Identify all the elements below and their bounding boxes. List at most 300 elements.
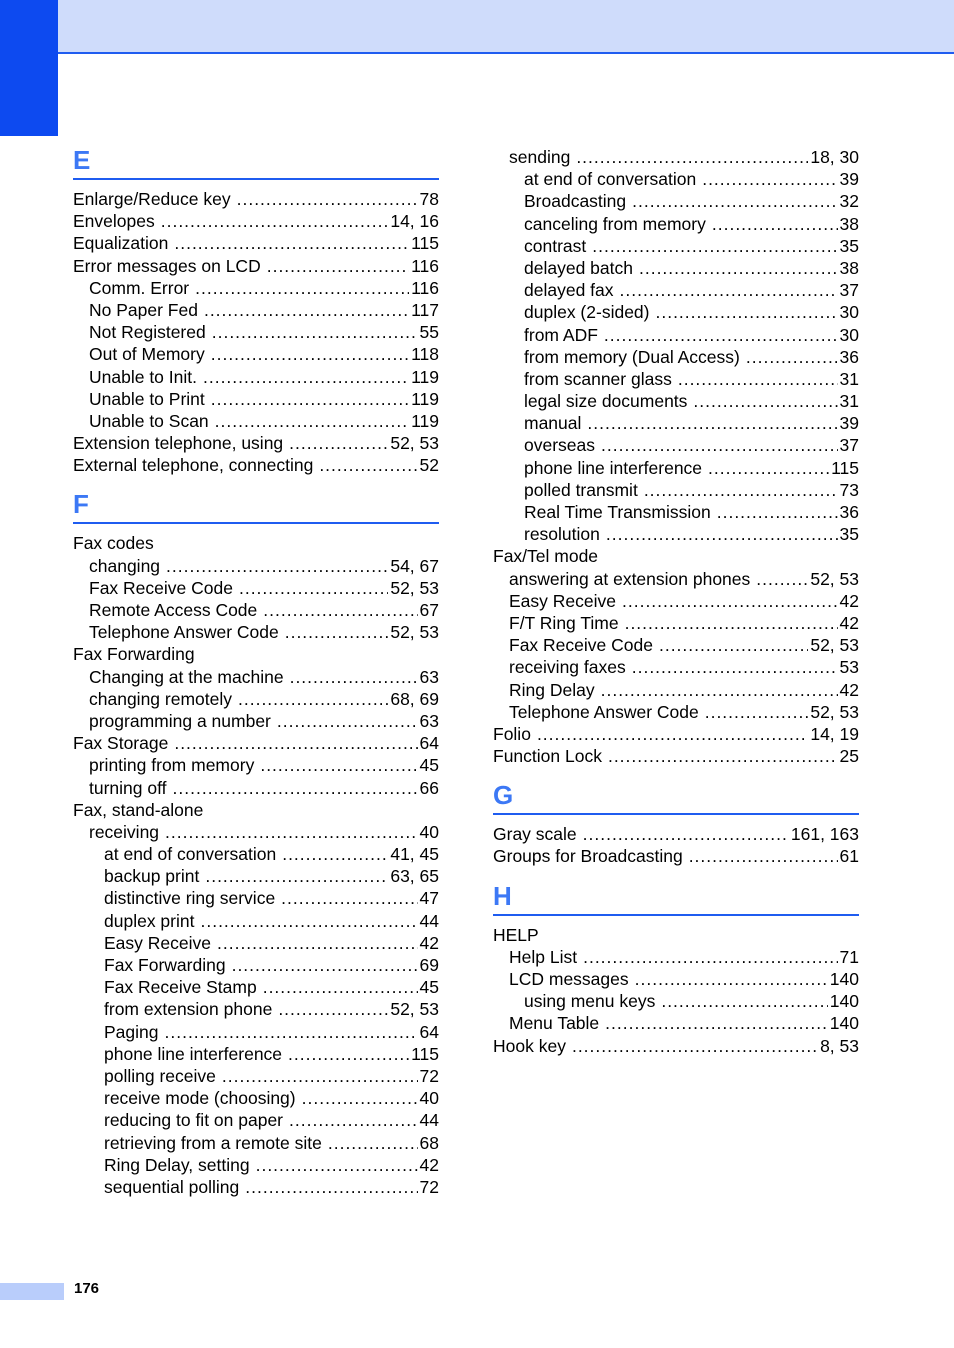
page-reference: 63 — [419, 666, 439, 687]
page-reference: 64 — [419, 1021, 439, 1042]
dot-leader — [639, 257, 838, 279]
index-entry — [493, 1035, 859, 1057]
page-reference: 42 — [839, 590, 859, 611]
index-entry — [493, 457, 859, 479]
index-entry — [73, 1065, 439, 1087]
index-term: Fax, stand-alone — [73, 799, 204, 820]
index-entry — [73, 1154, 439, 1176]
page-reference: 52, 53 — [390, 622, 439, 643]
dot-leader — [288, 1043, 409, 1065]
index-term: Unable to Print — [89, 388, 205, 409]
index-entry — [493, 701, 859, 723]
dot-leader — [625, 612, 838, 634]
index-term: from extension phone — [104, 999, 273, 1020]
index-term: using menu keys — [524, 991, 656, 1012]
index-term: contrast — [524, 235, 587, 256]
index-entry — [493, 168, 859, 190]
index-term: Hook key — [493, 1035, 566, 1056]
index-term: Unable to Scan — [89, 410, 209, 431]
page-reference: 55 — [419, 322, 439, 343]
chapter-tab — [0, 0, 58, 136]
index-term: Fax Forwarding — [104, 955, 226, 975]
index-term: Easy Receive — [104, 932, 211, 953]
index-term: Unable to Init. — [89, 366, 197, 387]
page-reference: 68 — [419, 1132, 439, 1153]
page-reference: 32 — [839, 191, 859, 212]
page-reference: 36 — [839, 346, 859, 367]
dot-leader — [173, 777, 418, 799]
index-term: Real Time Transmission — [524, 502, 711, 522]
index-entry — [493, 612, 859, 634]
index-entry — [73, 821, 439, 843]
page-reference: 41, 45 — [390, 844, 439, 865]
page-reference: 8, 53 — [820, 1035, 859, 1056]
index-term: Enlarge/Reduce key — [73, 189, 231, 209]
dot-leader — [678, 368, 838, 390]
page-reference: 38 — [839, 213, 859, 234]
index-entry — [73, 232, 439, 254]
index-entry — [493, 568, 859, 590]
index-entry — [73, 1176, 439, 1198]
index-term: Gray scale — [493, 824, 577, 845]
index-term: changing remotely — [89, 688, 232, 709]
dot-leader — [659, 634, 808, 656]
index-entry — [493, 545, 859, 567]
dot-leader — [702, 168, 837, 190]
dot-leader — [174, 732, 417, 754]
page-reference: 116 — [411, 255, 439, 276]
dot-leader — [289, 1109, 418, 1131]
index-term: Ring Delay, setting — [104, 1154, 250, 1175]
index-term: manual — [524, 413, 582, 434]
page-reference: 42 — [839, 679, 859, 700]
index-term: receiving — [89, 821, 160, 842]
dot-leader — [572, 1035, 818, 1057]
dot-leader — [166, 555, 388, 577]
page-reference: 40 — [419, 1088, 439, 1109]
index-entry — [493, 368, 859, 390]
index-entry — [73, 454, 439, 476]
dot-leader — [263, 599, 417, 621]
dot-leader — [285, 621, 389, 643]
index-entry — [493, 845, 859, 867]
index-term: HELP — [493, 924, 539, 945]
index-term: polled transmit — [524, 479, 638, 500]
index-entry — [73, 799, 439, 821]
index-entry — [493, 390, 859, 412]
dot-leader — [211, 343, 409, 365]
index-entry — [73, 321, 439, 343]
dot-leader — [632, 656, 838, 678]
index-entry — [493, 924, 859, 946]
page-reference: 61 — [839, 846, 859, 867]
section-letter: F — [73, 486, 439, 524]
index-entry — [493, 968, 859, 990]
index-entry — [493, 634, 859, 656]
dot-leader — [165, 1021, 418, 1043]
index-entry — [493, 723, 859, 745]
page-reference: 118 — [411, 344, 439, 365]
index-entry — [73, 299, 439, 321]
index-entry — [73, 954, 439, 976]
dot-leader — [212, 321, 418, 343]
dot-leader — [644, 479, 838, 501]
index-entry — [493, 656, 859, 678]
page-reference: 78 — [419, 189, 439, 209]
dot-leader — [215, 410, 409, 432]
page-reference: 73 — [839, 479, 859, 500]
index-term: Help List — [509, 946, 578, 967]
page-reference: 63, 65 — [390, 866, 439, 887]
index-entry — [493, 501, 859, 523]
index-term: backup print — [104, 866, 200, 887]
index-entry — [73, 1087, 439, 1109]
index-term: Groups for Broadcasting — [493, 846, 683, 867]
index-term: from scanner glass — [524, 368, 672, 389]
index-term: from ADF — [524, 324, 598, 345]
dot-leader — [605, 1012, 828, 1034]
dot-leader — [165, 821, 417, 843]
index-term: Fax/Tel mode — [493, 546, 599, 567]
index-term: Envelopes — [73, 211, 155, 232]
index-term: Error messages on LCD — [73, 255, 261, 276]
dot-leader — [746, 346, 838, 368]
page-reference: 68, 69 — [390, 688, 439, 709]
dot-leader — [222, 1065, 418, 1087]
index-entry — [73, 255, 439, 277]
index-term: overseas — [524, 435, 596, 456]
page-reference: 39 — [839, 413, 859, 434]
page-reference: 72 — [419, 1176, 439, 1197]
index-term: turning off — [89, 777, 167, 798]
dot-leader — [232, 954, 418, 976]
dot-leader — [635, 968, 828, 990]
dot-leader — [583, 823, 789, 845]
index-term: Extension telephone, using — [73, 433, 284, 454]
index-term: receive mode (choosing) — [104, 1088, 296, 1109]
index-term: polling receive — [104, 1065, 216, 1086]
dot-leader — [237, 188, 418, 210]
page-reference: 35 — [839, 235, 859, 256]
index-entry — [493, 990, 859, 1012]
index-term: Changing at the machine — [89, 666, 284, 687]
page-reference: 66 — [419, 777, 439, 798]
index-section — [73, 476, 439, 1198]
page-reference: 45 — [419, 755, 439, 776]
dot-leader — [537, 723, 808, 745]
index-term: LCD messages — [509, 969, 629, 989]
index-section — [73, 142, 439, 476]
dot-leader — [277, 710, 418, 732]
dot-leader — [620, 279, 838, 301]
index-term: Folio — [493, 723, 531, 744]
index-term: Easy Receive — [509, 590, 616, 611]
dot-leader — [705, 701, 809, 723]
dot-leader — [174, 232, 409, 254]
index-entry — [73, 1043, 439, 1065]
page-reference: 38 — [839, 257, 859, 278]
page-reference: 14, 16 — [390, 211, 439, 232]
dot-leader — [239, 577, 388, 599]
index-entry — [73, 432, 439, 454]
dot-leader — [263, 976, 418, 998]
page-reference: 64 — [419, 733, 439, 754]
page-reference: 25 — [839, 746, 859, 767]
page-reference: 18, 30 — [810, 147, 859, 167]
index-term: Fax Receive Code — [509, 635, 653, 656]
page-reference: 72 — [419, 1065, 439, 1086]
index-term: F/T Ring Time — [509, 612, 619, 633]
dot-leader — [289, 432, 388, 454]
page-reference: 37 — [839, 280, 859, 301]
index-term: programming a number — [89, 710, 271, 731]
index-entry — [493, 412, 859, 434]
index-entry — [73, 865, 439, 887]
dot-leader — [281, 887, 417, 909]
index-term: Remote Access Code — [89, 600, 258, 620]
page-reference: 52, 53 — [390, 999, 439, 1020]
dot-leader — [302, 1087, 418, 1109]
index-entry — [73, 777, 439, 799]
index-entry — [73, 555, 439, 577]
index-entry — [73, 998, 439, 1020]
page-reference: 53 — [839, 657, 859, 678]
page-reference: 42 — [839, 612, 859, 633]
dot-leader — [319, 454, 417, 476]
dot-leader — [717, 501, 838, 523]
index-term: Out of Memory — [89, 344, 205, 365]
index-term: Comm. Error — [89, 277, 190, 298]
page-reference: 140 — [829, 1013, 859, 1034]
index-entry — [493, 745, 859, 767]
index-entry — [73, 710, 439, 732]
page-reference: 52, 53 — [810, 568, 859, 589]
dot-leader — [161, 210, 389, 232]
index-column-left — [73, 142, 439, 1198]
index-term: Broadcasting — [524, 191, 627, 212]
page-reference: 119 — [411, 410, 439, 431]
dot-leader — [583, 946, 837, 968]
index-term: Telephone Answer Code — [509, 701, 699, 722]
index-term: canceling from memory — [524, 213, 706, 234]
index-term: Function Lock — [493, 746, 602, 767]
index-term: from memory (Dual Access) — [524, 346, 740, 367]
dot-leader — [217, 932, 418, 954]
page-reference: 42 — [419, 1154, 439, 1175]
index-term: delayed fax — [524, 280, 614, 301]
dot-leader — [328, 1132, 418, 1154]
index-column-right — [493, 146, 859, 1057]
index-entry — [73, 643, 439, 665]
footer-bar — [0, 1283, 64, 1300]
index-term: duplex (2-sided) — [524, 302, 650, 323]
index-entry — [493, 434, 859, 456]
page-reference: 63 — [419, 710, 439, 731]
index-entry — [73, 688, 439, 710]
dot-leader — [756, 568, 808, 590]
page-reference: 47 — [419, 888, 439, 909]
index-section — [493, 868, 859, 1057]
index-term: delayed batch — [524, 257, 633, 278]
index-entry — [493, 324, 859, 346]
index-term: resolution — [524, 524, 600, 545]
dot-leader — [606, 523, 838, 545]
page-reference: 52, 53 — [390, 433, 439, 454]
dot-leader — [712, 213, 838, 235]
page-reference: 35 — [839, 524, 859, 545]
index-term: reducing to fit on paper — [104, 1110, 284, 1131]
dot-leader — [693, 390, 837, 412]
dot-leader — [601, 679, 838, 701]
dot-leader — [256, 1154, 418, 1176]
index-entry — [493, 301, 859, 323]
index-entry — [73, 1021, 439, 1043]
index-entry — [73, 976, 439, 998]
index-entry — [493, 479, 859, 501]
dot-leader — [200, 910, 417, 932]
index-entry — [493, 257, 859, 279]
index-entry — [73, 910, 439, 932]
index-entry — [73, 621, 439, 643]
dot-leader — [290, 666, 418, 688]
page-reference: 42 — [419, 932, 439, 953]
dot-leader — [592, 235, 837, 257]
page-reference: 54, 67 — [390, 555, 439, 576]
dot-leader — [604, 324, 838, 346]
index-term: legal size documents — [524, 391, 688, 412]
dot-leader — [601, 434, 838, 456]
index-term: duplex print — [104, 910, 195, 931]
index-entry — [73, 188, 439, 210]
page-reference: 140 — [829, 969, 859, 989]
index-entry — [493, 279, 859, 301]
index-entry — [73, 932, 439, 954]
dot-leader — [632, 190, 837, 212]
page-reference: 40 — [419, 821, 439, 842]
dot-leader — [576, 146, 808, 168]
section-letter: E — [73, 142, 439, 180]
index-entry — [73, 532, 439, 554]
index-entry — [493, 590, 859, 612]
dot-leader — [608, 745, 838, 767]
page-reference: 31 — [839, 391, 859, 412]
index-term: Not Registered — [89, 322, 206, 343]
index-term: No Paper Fed — [89, 299, 198, 320]
page-reference: 116 — [411, 277, 439, 298]
index-term: Fax Storage — [73, 733, 169, 754]
index-term: sending — [509, 147, 571, 167]
index-entry — [493, 523, 859, 545]
index-entry — [493, 190, 859, 212]
dot-leader — [260, 754, 417, 776]
index-entry — [73, 277, 439, 299]
dot-leader — [708, 457, 829, 479]
index-entry — [493, 346, 859, 368]
index-entry — [73, 843, 439, 865]
index-entry — [493, 235, 859, 257]
page-reference: 52, 53 — [810, 701, 859, 722]
page-reference: 30 — [839, 302, 859, 323]
index-term: Paging — [104, 1021, 159, 1042]
index-entry — [493, 213, 859, 235]
page-reference: 67 — [419, 600, 439, 620]
page-reference: 119 — [411, 366, 439, 387]
index-term: receiving faxes — [509, 657, 626, 678]
page-reference: 117 — [411, 299, 439, 320]
dot-leader — [245, 1176, 417, 1198]
index-entry — [73, 366, 439, 388]
page-reference: 161, 163 — [790, 824, 859, 845]
index-term: printing from memory — [89, 755, 255, 776]
index-term: Telephone Answer Code — [89, 622, 279, 643]
index-term: sequential polling — [104, 1176, 240, 1197]
index-term: at end of conversation — [104, 844, 277, 865]
dot-leader — [267, 255, 409, 277]
header-band — [58, 0, 954, 54]
index-term: Fax Receive Code — [89, 577, 233, 598]
index-term: answering at extension phones — [509, 568, 751, 589]
dot-leader — [689, 845, 838, 867]
index-term: at end of conversation — [524, 169, 697, 190]
page-reference: 115 — [411, 233, 439, 254]
dot-leader — [204, 299, 409, 321]
dot-leader — [195, 277, 409, 299]
index-entry — [73, 732, 439, 754]
index-entry — [73, 410, 439, 432]
page-reference: 52, 53 — [810, 635, 859, 656]
index-entry — [73, 599, 439, 621]
index-term: changing — [89, 555, 161, 576]
section-letter: G — [493, 777, 859, 815]
dot-leader — [278, 998, 388, 1020]
index-entry — [73, 666, 439, 688]
index-term: Fax Receive Stamp — [104, 977, 257, 998]
dot-leader — [622, 590, 838, 612]
index-entry — [73, 577, 439, 599]
index-section — [493, 146, 859, 767]
index-entry — [493, 146, 859, 168]
index-entry — [73, 343, 439, 365]
index-entry — [73, 887, 439, 909]
index-section — [493, 767, 859, 867]
index-entry — [493, 679, 859, 701]
page-reference: 44 — [419, 910, 439, 931]
page-reference: 36 — [839, 502, 859, 522]
dot-leader — [205, 865, 388, 887]
page-reference: 44 — [419, 1110, 439, 1131]
index-entry — [73, 210, 439, 232]
page-reference: 52, 53 — [390, 577, 439, 598]
index-term: Menu Table — [509, 1013, 600, 1034]
page-reference: 45 — [419, 977, 439, 998]
index-term: Ring Delay — [509, 679, 595, 700]
page-reference: 31 — [839, 368, 859, 389]
page-reference: 37 — [839, 435, 859, 456]
dot-leader — [211, 388, 409, 410]
index-term: phone line interference — [104, 1043, 283, 1064]
index-entry — [493, 1012, 859, 1034]
page-reference: 52 — [419, 455, 439, 476]
index-entry — [73, 1109, 439, 1131]
index-term: External telephone, connecting — [73, 455, 314, 476]
dot-leader — [655, 301, 837, 323]
index-entry — [493, 823, 859, 845]
page-reference: 119 — [411, 388, 439, 409]
index-entry — [73, 754, 439, 776]
index-term: Fax Forwarding — [73, 644, 195, 665]
dot-leader — [282, 843, 388, 865]
index-term: distinctive ring service — [104, 888, 276, 909]
